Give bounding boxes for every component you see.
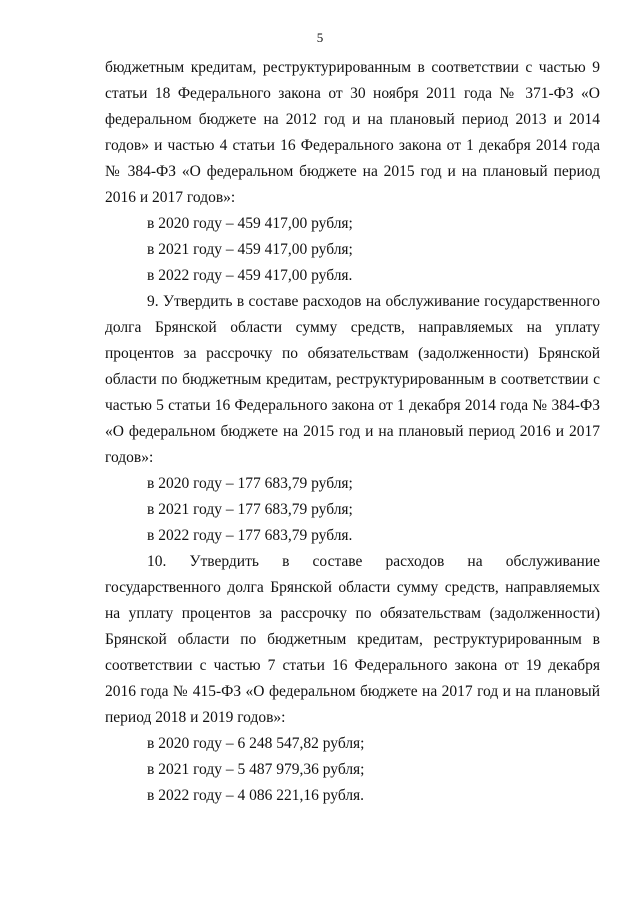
list-item: в 2021 году – 459 417,00 рубля; <box>147 241 353 258</box>
list-item: в 2022 году – 459 417,00 рубля. <box>147 267 353 284</box>
paragraph-item-10: 10. Утвердить в составе расходов на обслуживание государственного долга Брянской области сумму средств, направляемых на уплату процентов за рассрочку по обязательствам (задолженности) Брянской области по бюджетным кредитам, реструктурированным в соответствии с частью 7 статьи 16 Федерального закона от 19 декабря 2016 года № 415-ФЗ «О федеральном бюджете на 2017 год и на плановый период 2018 и 2019 годов»: <box>105 553 600 726</box>
document-body <box>105 55 600 809</box>
list-item: в 2022 году – 4 086 221,16 рубля. <box>147 787 365 804</box>
page-number: 5 <box>316 30 324 45</box>
list-item: в 2020 году – 6 248 547,82 рубля; <box>147 735 365 752</box>
list-item: в 2021 году – 5 487 979,36 рубля; <box>147 761 365 778</box>
paragraph-continuation: бюджетным кредитам, реструктурированным в соответствии с частью 9 статьи 18 Федерального закона от 30 ноября 2011 года № 371-ФЗ «О федеральном бюджете на 2012 год и на плановый период 2013 и 2014 годов» и частью 4 статьи 16 Федерального закона от 1 декабря 2014 года № 384-ФЗ «О федеральном бюджете на 2015 год и на плановый период 2016 и 2017 годов»: <box>105 59 600 206</box>
list-item: в 2020 году – 177 683,79 рубля; <box>147 475 353 492</box>
list-item: в 2021 году – 177 683,79 рубля; <box>147 501 353 518</box>
paragraph-item-9: 9. Утвердить в составе расходов на обслуживание государственного долга Брянской области сумму средств, направляемых на уплату процентов за рассрочку по обязательствам (задолженности) Брянской области по бюджетным кредитам, реструктурированным в соответствии с частью 5 статьи 16 Федерального закона от 1 декабря 2014 года № 384-ФЗ «О федеральном бюджете на 2015 год и на плановый период 2016 и 2017 годов»: <box>105 293 600 466</box>
list-item: в 2020 году – 459 417,00 рубля; <box>147 215 353 232</box>
list-item: в 2022 году – 177 683,79 рубля. <box>147 527 353 544</box>
